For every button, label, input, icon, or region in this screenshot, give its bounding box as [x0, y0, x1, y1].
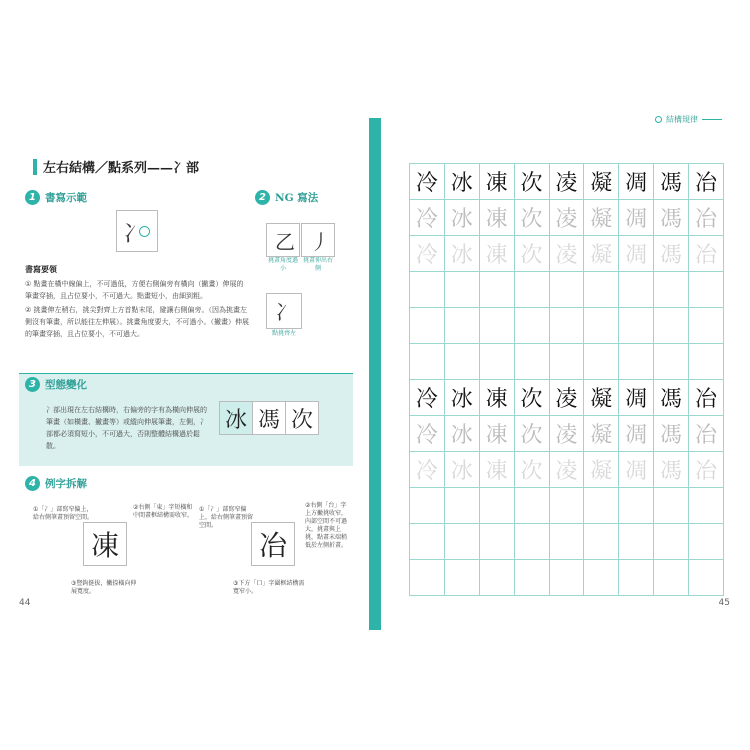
practice-cell — [619, 344, 654, 380]
practice-cell: 冷 — [410, 200, 445, 236]
practice-cell: 冷 — [410, 380, 445, 416]
ex2-note-2: ②右側「台」字上方撇挑收窄，內部空間不可過大，挑畫與上挑，點畫末端稍低於左側折畫。 — [305, 502, 348, 549]
practice-cell: 冰 — [444, 236, 479, 272]
ng-grid — [266, 223, 335, 273]
variation-char-3: 次 — [285, 401, 319, 435]
ex2-char: 冶 — [251, 522, 295, 566]
book-spine — [369, 118, 381, 630]
practice-cell: 凋 — [619, 236, 654, 272]
practice-cell — [654, 488, 689, 524]
practice-cell: 冶 — [689, 452, 724, 488]
practice-cell: 凝 — [584, 380, 619, 416]
practice-cell — [479, 524, 514, 560]
practice-cell — [479, 488, 514, 524]
section-4-title — [25, 476, 87, 491]
practice-cell — [689, 488, 724, 524]
requirement-item-1: ① 點畫在橫中線偏上，不可過低，方便右側偏旁有橫向（撇畫）伸展的筆畫穿插，且占位要小，不可過大。點畫短小，由細到粗。 — [25, 280, 244, 300]
practice-cell — [619, 488, 654, 524]
section-3-label: 型態變化 — [45, 379, 87, 391]
practice-cell — [444, 560, 479, 596]
demo-glyph: 冫 — [123, 222, 146, 247]
section-3-title — [25, 377, 87, 392]
practice-row — [410, 416, 724, 452]
practice-cell — [689, 272, 724, 308]
practice-cell — [410, 344, 445, 380]
ng-caption-3: 點挑齊左 — [271, 330, 296, 337]
practice-row — [410, 380, 724, 416]
practice-cell — [410, 272, 445, 308]
practice-cell: 冶 — [689, 236, 724, 272]
ng-caption-1: 挑畫角度過小 — [267, 257, 298, 272]
practice-cell: 次 — [514, 164, 549, 200]
lesson-heading — [33, 157, 199, 176]
practice-cell: 馮 — [654, 416, 689, 452]
practice-cell: 馮 — [654, 236, 689, 272]
practice-cell: 馮 — [654, 452, 689, 488]
requirements-title: 書寫要領 — [25, 265, 57, 274]
ex2-note-3: ③下方「口」字圍框結構需寬窄小。 — [233, 580, 305, 595]
practice-cell — [584, 488, 619, 524]
practice-cell: 冶 — [689, 164, 724, 200]
practice-grid — [409, 163, 724, 596]
practice-cell — [654, 272, 689, 308]
practice-cell: 次 — [514, 200, 549, 236]
practice-row — [410, 272, 724, 308]
practice-cell: 馮 — [654, 380, 689, 416]
practice-cell — [514, 560, 549, 596]
section-2-title — [255, 190, 318, 205]
demo-box — [116, 210, 158, 252]
practice-cell — [514, 524, 549, 560]
practice-cell: 凋 — [619, 380, 654, 416]
rule-label-text: 結構規律 — [666, 115, 698, 124]
heading-accent-bar — [33, 159, 37, 175]
practice-cell — [654, 560, 689, 596]
practice-cell: 冶 — [689, 416, 724, 452]
practice-cell: 次 — [514, 236, 549, 272]
practice-cell: 凌 — [549, 416, 584, 452]
practice-cell — [479, 308, 514, 344]
practice-cell — [584, 560, 619, 596]
practice-cell: 凌 — [549, 452, 584, 488]
practice-cell: 凝 — [584, 452, 619, 488]
practice-cell — [689, 560, 724, 596]
practice-cell — [444, 488, 479, 524]
practice-cell — [479, 344, 514, 380]
variation-chars — [219, 401, 318, 435]
page-number-right: 45 — [718, 598, 730, 608]
practice-cell — [689, 308, 724, 344]
practice-row — [410, 344, 724, 380]
right-page — [384, 115, 734, 630]
practice-cell: 次 — [514, 416, 549, 452]
ex1-char: 凍 — [83, 522, 127, 566]
section-2-number: 2 — [255, 190, 270, 205]
page-number-left: 44 — [19, 598, 31, 608]
section-4-number: 4 — [25, 476, 40, 491]
ex1-note-2: ②右側「東」字短橫和中間畫框結構需收窄。 — [133, 504, 194, 519]
practice-cell — [689, 524, 724, 560]
ex2-note-1: ①「冫」部寫窄偏上，給右側筆畫預留空間。 — [199, 506, 254, 529]
practice-cell: 冰 — [444, 380, 479, 416]
practice-row — [410, 164, 724, 200]
practice-cell — [444, 308, 479, 344]
section-2-label: NG 寫法 — [275, 192, 319, 204]
section-1-number: 1 — [25, 190, 40, 205]
practice-cell — [549, 272, 584, 308]
practice-cell: 凋 — [619, 164, 654, 200]
practice-row — [410, 524, 724, 560]
practice-cell: 凍 — [479, 416, 514, 452]
practice-cell: 冰 — [444, 200, 479, 236]
practice-cell: 凋 — [619, 452, 654, 488]
ng-cell-2 — [301, 223, 335, 257]
practice-cell: 冰 — [444, 416, 479, 452]
practice-cell: 凌 — [549, 200, 584, 236]
rule-dot-icon — [655, 116, 662, 123]
ex1-note-3: ③豎鉤挺拔，撇捺橫向伸展寬度。 — [71, 580, 137, 595]
section-3-number: 3 — [25, 377, 40, 392]
practice-row — [410, 452, 724, 488]
practice-cell: 冷 — [410, 164, 445, 200]
practice-row — [410, 200, 724, 236]
rule-label — [655, 114, 722, 125]
section-4-label: 例字拆解 — [45, 478, 87, 490]
practice-cell: 凍 — [479, 452, 514, 488]
practice-cell — [549, 560, 584, 596]
practice-cell — [410, 560, 445, 596]
practice-cell — [514, 344, 549, 380]
practice-cell: 凋 — [619, 416, 654, 452]
practice-cell — [584, 344, 619, 380]
ex1-note-1: ①「冫」部寫窄偏上，給右側筆畫預留空間。 — [33, 506, 94, 521]
practice-cell: 冰 — [444, 452, 479, 488]
practice-cell — [619, 560, 654, 596]
practice-cell — [479, 560, 514, 596]
practice-cell — [410, 488, 445, 524]
practice-cell: 凍 — [479, 380, 514, 416]
practice-cell: 凝 — [584, 416, 619, 452]
ng-glyph-2: 丿 — [310, 230, 330, 254]
practice-cell: 冰 — [444, 164, 479, 200]
practice-cell — [549, 488, 584, 524]
section-1-label: 書寫示範 — [45, 192, 87, 204]
requirements-list — [25, 278, 250, 342]
practice-cell — [654, 524, 689, 560]
practice-cell — [549, 308, 584, 344]
practice-cell — [444, 344, 479, 380]
practice-cell — [654, 344, 689, 380]
practice-cell: 凝 — [584, 236, 619, 272]
practice-cell — [444, 524, 479, 560]
practice-cell — [619, 308, 654, 344]
variation-text: 冫部出現在左右結構時，右偏旁的字有為橫向伸展的筆畫（如橫畫、撇畫等）或縱向伸展筆畫，左側，冫部都必須寫短小，不可過大，否則整體結構過於鬆散。 — [46, 406, 207, 450]
practice-cell — [584, 524, 619, 560]
practice-cell — [410, 524, 445, 560]
practice-cell: 凝 — [584, 164, 619, 200]
variation-char-2: 馮 — [252, 401, 286, 435]
practice-cell — [654, 308, 689, 344]
practice-cell: 冷 — [410, 416, 445, 452]
practice-cell — [619, 524, 654, 560]
practice-cell: 次 — [514, 380, 549, 416]
practice-cell: 凍 — [479, 164, 514, 200]
practice-row — [410, 308, 724, 344]
ng-caption-2: 挑畫伸出右側 — [302, 257, 333, 272]
ng-cell-1 — [266, 223, 300, 257]
practice-cell — [444, 272, 479, 308]
section-1-title — [25, 190, 87, 205]
ng-cell-3 — [266, 293, 302, 329]
practice-cell: 凌 — [549, 380, 584, 416]
practice-cell: 冷 — [410, 452, 445, 488]
practice-cell — [584, 272, 619, 308]
practice-row — [410, 488, 724, 524]
variation-char-1: 冰 — [219, 401, 253, 435]
practice-cell: 凋 — [619, 200, 654, 236]
practice-row — [410, 560, 724, 596]
ng-glyph-3: 冫 — [275, 300, 295, 324]
practice-cell: 冷 — [410, 236, 445, 272]
practice-cell — [479, 272, 514, 308]
practice-cell — [514, 308, 549, 344]
practice-cell: 凝 — [584, 200, 619, 236]
practice-cell: 馮 — [654, 164, 689, 200]
practice-cell — [689, 344, 724, 380]
practice-cell — [410, 308, 445, 344]
practice-cell: 冶 — [689, 380, 724, 416]
practice-cell: 次 — [514, 452, 549, 488]
practice-cell — [584, 308, 619, 344]
demo-tag-circle-icon — [139, 226, 150, 237]
practice-cell: 凌 — [549, 164, 584, 200]
heading-text: 左右結構／點系列——冫部 — [43, 161, 200, 176]
practice-cell — [514, 272, 549, 308]
practice-cell: 馮 — [654, 200, 689, 236]
practice-cell — [514, 488, 549, 524]
left-page — [19, 118, 353, 630]
ng-glyph-1: 乙 — [275, 230, 295, 254]
requirement-item-2: ② 挑畫伸左稍右，挑尖對齊上方首點末尾，避讓右側偏旁。（因為挑畫左側沒有筆畫，所以能往左伸展）。挑畫角度要大，不可過小。（撇畫）伸展的筆畫穿插，且占位要小，不可過大。 — [25, 306, 249, 338]
practice-cell: 凌 — [549, 236, 584, 272]
practice-cell: 凍 — [479, 236, 514, 272]
practice-cell — [549, 524, 584, 560]
practice-row — [410, 236, 724, 272]
practice-cell — [549, 344, 584, 380]
practice-cell: 冶 — [689, 200, 724, 236]
practice-cell: 凍 — [479, 200, 514, 236]
rule-line — [702, 119, 722, 120]
practice-cell — [619, 272, 654, 308]
